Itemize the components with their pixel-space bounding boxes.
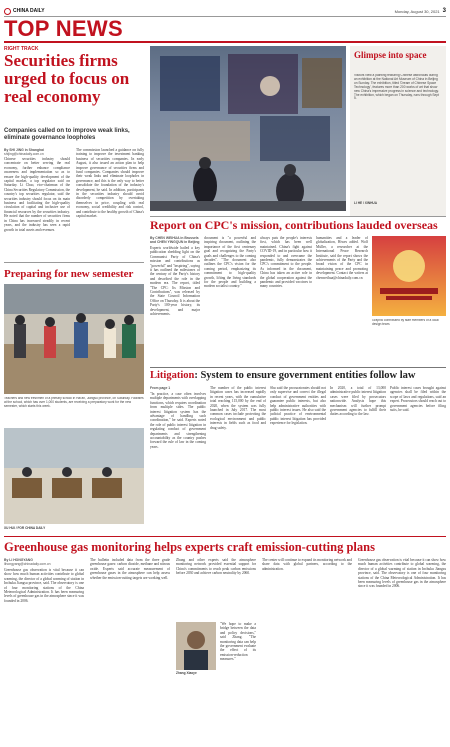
article3-top-rule bbox=[150, 367, 446, 368]
article5-body-3: Zhang and other experts said the atmosphere monitoring network provided essential support for China's commitments to reach peak carbon emissions before 2030 and achieve carbon neutrality by 2060. bbox=[176, 558, 256, 576]
classroom-photo-illustration bbox=[4, 428, 144, 524]
exhibition-photo-illustration bbox=[150, 46, 346, 211]
article3-body-2: The number of the public interest litigation cases has increased rapidly in recent years, with the cumulative total reaching 115,000 by the end of 2020, when the system was fully launched in July 2017. The most common cases include protecting the ecological environment and public interests in fields such as food and drug safety. bbox=[210, 386, 266, 430]
article3-body-3: Shu said the procuratorates should not only supervise and correct the illegal conduct of government entities and guarantee public interests, but also help administrative authorities with public interest issues. He also said the judicial practice of environmental public interest litigation has provided experience for legislation. bbox=[270, 386, 326, 426]
china-daily-logo-icon bbox=[4, 8, 11, 15]
article1-body-col1: Chinese securities industry should concentrate on better serving the real economy, further enhance compliance awareness and implementation so as to ensure the high-quality development of the capital market, a top regulator said on Saturday. Li Chao, vice-chairman of the China Securities Regulatory Commission, the country's top securities regulator, said the securities industry should focus on its main business and facilitating the high-quality circulation of capital and inclusive use of financial resources by the securities industry. He noted that the number of securities firms in China has increased steadily in recent years, and the industry has seen a rapid growth in total assets and revenues. bbox=[4, 157, 70, 232]
article3-dateline: From page 1 bbox=[150, 386, 171, 390]
article3-headline[interactable] bbox=[150, 370, 446, 382]
article2-rule bbox=[150, 216, 446, 217]
article5-author: By LI HONGYANG bbox=[4, 558, 33, 562]
glimpse-box bbox=[350, 46, 446, 216]
semester-photo bbox=[4, 284, 144, 394]
expert-portrait bbox=[176, 622, 216, 670]
article3-body-4: In 2020, a total of 13,000 administrative public interest litigation cases were filed by prosecutors nationwide. Analysts hope this mechanism will further prompt government agencies to fulfill their duties according to the law. bbox=[330, 386, 386, 417]
issue-date: Monday, August 30, 2021 bbox=[394, 8, 440, 14]
exhibition-photo bbox=[150, 46, 346, 211]
semester-caption: Teachers and new freshmen of a primary school in Hai'an, Jiangsu province, on Saturday. Facilities at the school, which has over 1,000 students, are receiving a preparatory work for the new semester, which starts this week. bbox=[4, 397, 144, 408]
article2-byline: By CHEN WEIHUA in Brussels and CHEN YINGQUN in Beijing bbox=[150, 236, 200, 244]
article3-body-1: "In practice, a case often involves multiple departments with overlapping functions, which requires coordination from multiple sides. The public interest litigation system has the advantage of handling such coordination," he said. Experts noted the role of public interest litigation in regulating conduct of government departments and strengthening accountability as the country pushes forward the rule of law in the coming years. bbox=[150, 392, 206, 449]
article3-body-5: Public interest cases brought against agencies shall be filed within the scope of laws and regulations, said an expert. Prosecutors should reach out to government agencies before filing suits, he said. bbox=[390, 386, 446, 413]
article5-body-5: The center will continue to expand its monitoring network and share data with global partners, according to the administration. bbox=[262, 558, 352, 571]
article2-body-d: humanities and a leader of globalization, Hiwes added. Wolf Müller, a researcher at the International Peace Research Institute, said the report shows the achievements of the Party and the broad vision of the CPC in maintaining peace and promoting development. Contact the writers at chenweihua@chinadaily.com.cn bbox=[316, 236, 368, 280]
article2-headline[interactable]: Report on CPC's mission, contributions lauded overseas bbox=[150, 218, 438, 232]
article5-body-6: Greenhouse gas observation is vital because it can show how much human activities contribute to global warming, the director of a global warming of station in Inchuku Jiangsu province, said. The observatory is one of four monitoring stations of the China Meteorological Administration. It has been measuring levels of greenhouse gas in the atmosphere since it was founded in 2006. bbox=[358, 558, 446, 589]
article4-headline[interactable]: Preparing for new semester bbox=[4, 268, 134, 280]
article2-body-c: always puts the people's interests first, which has been well maintained. China's fight against COVID-19, and in particular how it responded to and overcame the pandemic, fully demonstrates the CPC's commitment to the people. As informed in the document, China has taken an active role in the global cooperation against the pandemic and provided vaccines to many countries. bbox=[260, 236, 312, 289]
article3-headline-text: : System to ensure government entities follow law bbox=[194, 370, 416, 381]
classroom-photo bbox=[4, 428, 144, 524]
paper-name: CHINA DAILY bbox=[13, 8, 45, 14]
article1-email[interactable]: shijing@chinadaily.com.cn bbox=[4, 152, 44, 156]
article2-body-a: Experts worldwide hailed a key publication shedding light on the Communist Party of China's mission and contributions as "powerful" and "inspiring", saying it has outlined the milestones of the century of the Party's history and described the role in the modern era. The report, titled "The CPC: Its Mission and Contributions", was released by the State Council Information Office on Thursday. It is about the Party's 100-year history, its development, and major achievements. bbox=[150, 246, 200, 317]
article2-graphic bbox=[372, 236, 446, 316]
article2-body-b: document is "a powerful and inspiring document, outlining the importance of the first centenary goal and recognizing the Party's goals and challenges to the coming decades". "The document also outlines the CPC's vision for the coming period, emphasizing its commitment to high-quality growth, lifting the living standards for the people and building a modern socialist country." bbox=[204, 236, 256, 289]
article1-headline[interactable]: Securities firms urged to focus on real economy bbox=[4, 51, 130, 106]
expert-portrait-name: Zhang Xiaoye bbox=[176, 671, 197, 675]
section-rule bbox=[4, 41, 446, 43]
glimpse-credit: LI HE / XINHUA bbox=[354, 201, 378, 205]
article1-byline bbox=[4, 148, 70, 156]
article5-top-rule bbox=[4, 536, 446, 537]
page-number: 3 bbox=[442, 8, 446, 14]
article5-body-2: The bulletin included data from the three grade greenhouse gases: carbon dioxide, methane and nitrous oxide. Experts said accurate measurement of greenhouse gases in the atmosphere can help assess whether the emission-cutting targets are working well. bbox=[90, 558, 170, 580]
article1-deck: Companies called on to improve weak links, eliminate governance loopholes bbox=[4, 128, 130, 142]
article5-body-4: "We hope to make a bridge between the data and policy decisions," said Zhang. "The monitoring data can help the government evaluate the effect of its emission-reduction measures." bbox=[220, 622, 256, 662]
article4-top-rule bbox=[4, 262, 144, 263]
masthead-right bbox=[395, 8, 446, 14]
masthead-left bbox=[4, 8, 45, 15]
article1-body-col2: The commission launched a guidance on fully training to improve the investment banking business of securities companies. In early August, it also issued an action plan to help improve governance of securities firms and fund companies. Companies should improve their weak links and eliminate loopholes in governance, and this is the only way to better consolidate the foundation of the industry's development, he said. In addition, participants in the securities industry should avoid disorderly competition by overtaking themselves in price, coupling with real economy, social credibility and risk control, and contribute to the healthy growth of China's capital market. bbox=[76, 148, 144, 219]
semester-photo-illustration bbox=[4, 284, 144, 394]
masthead bbox=[4, 6, 446, 16]
article5-headline[interactable]: Greenhouse gas monitoring helps experts craft emission-cutting plans bbox=[4, 540, 375, 554]
glimpse-title: Glimpse into space bbox=[354, 50, 427, 60]
glimpse-caption: Visitors view a painting featuring Chinese astronauts during an exhibition at the National Art Museum of China in Beijing on Sunday. The exhibition, titled 'Dream of Chinese Space Technology', features more than 200 works of art that show new China's impressive progress in science and technology. The exhibition, which began on Thursday, runs through Sept 5. bbox=[354, 74, 439, 101]
article5-body-1: Greenhouse gas observation is vital because it can show how much human activities contribute to global warming, the director of a global warming of station in Inchuku Jiangsu province, said. The observatory is one of four monitoring stations of the China Meteorological Administration. It has been measuring levels of greenhouse gas in the atmosphere since it was founded in 2006. bbox=[4, 568, 84, 603]
article2-graphic-illustration bbox=[372, 236, 446, 316]
article2-photo-caption: Graphic contributed by staff members of a local design team. bbox=[372, 319, 439, 326]
expert-portrait-illustration bbox=[176, 622, 216, 670]
section-title: TOP NEWS bbox=[4, 16, 123, 41]
article5-byline bbox=[4, 558, 84, 566]
article3-label: Litigation bbox=[150, 370, 195, 381]
article1-author: By SHI JING in Shanghai bbox=[4, 148, 44, 152]
semester-credit: XU HUI / FOR CHINA DAILY bbox=[4, 526, 46, 530]
article1-kicker: RIGHT TRACK bbox=[4, 46, 39, 52]
article5-email[interactable]: lihongyang@chinadaily.com.cn bbox=[4, 562, 51, 566]
